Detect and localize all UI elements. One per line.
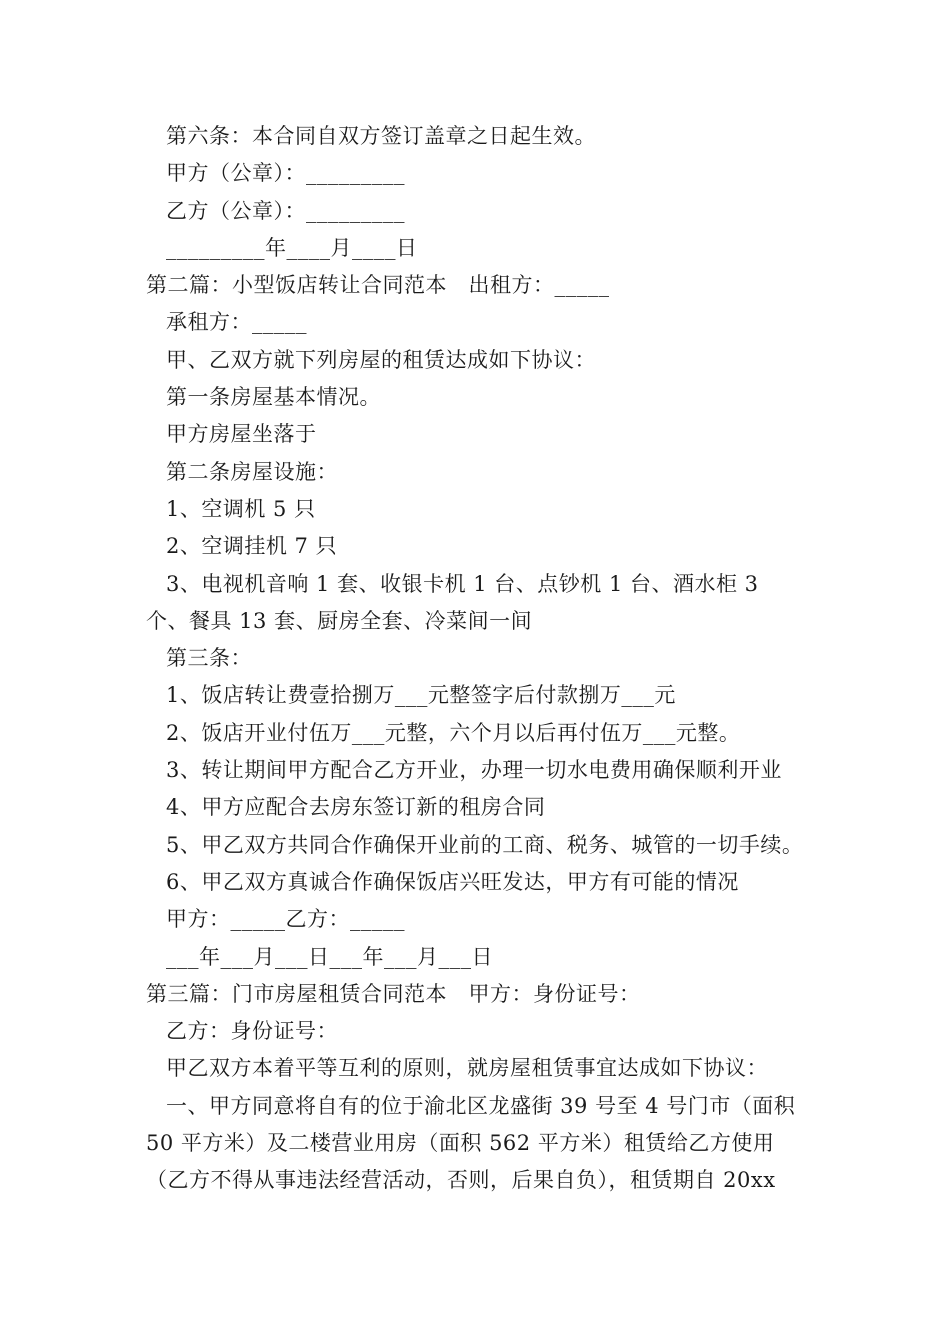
facility-item-2: 2、空调挂机 7 只 (166, 534, 338, 559)
property-location-line: 甲方房屋坐落于 (166, 422, 317, 447)
document-body (146, 118, 826, 1200)
lessee-line: 承租方：_____ (166, 310, 307, 335)
permits-line: 5、甲乙双方共同合作确保开业前的工商、税务、城管的一切手续。 (166, 832, 804, 857)
party-b-id-line: 乙方：身份证号： (166, 1019, 338, 1044)
party-b-seal-line: 乙方（公章）：_________ (166, 198, 405, 223)
facility-item-1: 1、空调机 5 只 (166, 496, 316, 521)
article-1-paragraph: 一、甲方同意将自有的位于渝北区龙盛街 39 号至 4 号门市（面积 50 平方米）及二楼营业用房（面积 562 平方米）租赁给乙方使用（乙方不得从事违法经营活动，否则，后果自负），租赁期自 20xx (146, 1093, 796, 1193)
opening-payment-line: 2、饭店开业付伍万___元整，六个月以后再付伍万___元整。 (166, 720, 741, 745)
transfer-cooperation-line: 3、转让期间甲方配合乙方开业，办理一切水电费用确保顺利开业 (166, 758, 782, 783)
section-3-heading: 第三篇：门市房屋租赁合同范本 甲方：身份证号： (146, 981, 641, 1006)
principle-line: 甲乙双方本着平等互利的原则，就房屋租赁事宜达成如下协议： (166, 1056, 768, 1081)
article-6-line: 第六条：本合同自双方签订盖章之日起生效。 (166, 124, 596, 148)
article-3-heading: 第三条： (166, 646, 252, 671)
article-1-heading: 第一条房屋基本情况。 (166, 385, 381, 410)
date-line: _________年____月____日 (166, 235, 418, 260)
party-a-seal-line: 甲方（公章）：_________ (166, 161, 405, 186)
article-2-heading: 第二条房屋设施： (166, 459, 338, 484)
transfer-fee-line: 1、饭店转让费壹拾捌万___元整签字后付款捌万___元 (166, 683, 676, 708)
agreement-intro-line: 甲、乙双方就下列房屋的租赁达成如下协议： (166, 347, 596, 372)
new-lease-line: 4、甲方应配合去房东签订新的租房合同 (166, 795, 546, 820)
signature-line: 甲方：_____乙方：_____ (166, 907, 405, 932)
section-2-heading: 第二篇：小型饭店转让合同范本 出租方：_____ (146, 273, 610, 298)
cooperation-line: 6、甲乙双方真诚合作确保饭店兴旺发达，甲方有可能的情况 (166, 869, 739, 894)
facility-item-3-paragraph: 3、电视机音响 1 套、收银卡机 1 台、点钞机 1 台、酒水柜 3 个、餐具 13 套、厨房全套、冷菜间一间 (146, 571, 759, 633)
signature-date-line: ___年___月___日___年___月___日 (166, 944, 493, 969)
